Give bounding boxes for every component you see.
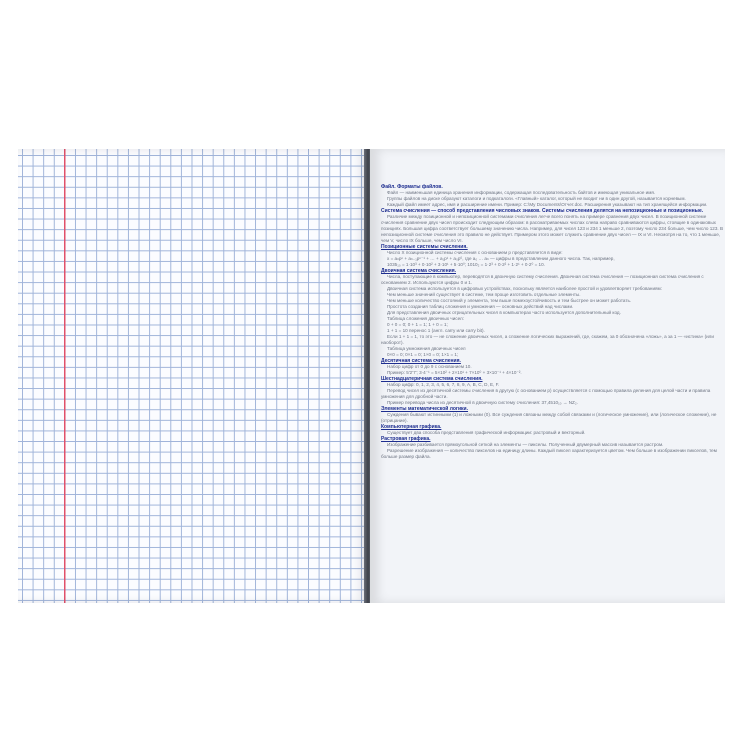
reference-heading: Шестнадцатеричная система счисления.: [381, 376, 483, 382]
reference-paragraph: Таблица сложения двоичных чисел:: [387, 316, 464, 321]
reference-paragraph: Файл — наименьшая единица хранения информации, содержащая последовательность байтов и имеющая уникальное имя.: [387, 190, 656, 195]
reference-paragraph: 1035₁₀ = 1·10³ + 0·10² + 3·10¹ + 5·10⁰; 1010₂ = 1·2³ + 0·2² + 1·2¹ + 0·2⁰ = 10.: [387, 262, 545, 267]
reference-paragraph: 1 + 1 = 10 перенос 1 (англ. carry или carry bit).: [387, 328, 485, 333]
reference-paragraph: Изображение разбивается прямоугольной сеткой на элементы — пикселы. Полученный двумерный массив называется растром.: [387, 442, 664, 447]
reference-paragraph: 0×0 = 0; 0×1 = 0; 1×0 = 0; 1×1 = 1;: [387, 352, 459, 357]
reference-heading: Десятичная система счисления.: [381, 358, 461, 364]
reference-heading: Растровая графика.: [381, 436, 431, 442]
reference-heading: Система счисления — способ представления числовых знаков. Системы счисления делятся на непозиционные и позиционные.: [381, 208, 704, 214]
reference-paragraph: Существует два способа представления графической информации: растровый и векторный.: [387, 430, 586, 435]
reference-paragraph: Каждый файл имеет адрес, имя и расширение имени. Пример: C:\My Documents\Отчет.doc. Расширения указывают на тип хранящейся информации.: [387, 202, 708, 207]
reference-paragraph: Различие между позиционной и непозиционной системами счисления легче всего понять на примере сравнения двух чисел. В позиционной системе счисления сравнение двух чисел происходит следующим образом: в рассматриваемых числах слева направо сравниваются цифры, стоящие в одинаковых позициях. Большая цифра соответствует большему значению числа. Например, для чисел 123 и 234 1 меньше 2, поэтому число 234 больше, чем число 123. В непозиционной системе счисления это правило не действует. Примером этого может служить сравнение двух чисел — IX и VI. Несмотря на то, что 1 меньше, чем V, число IX больше, чем число VI.: [381, 214, 724, 243]
reference-paragraph: Набор цифр от 0 до 9 с основанием 10.: [387, 364, 472, 369]
reference-paragraph: Число X позиционной системы счисления с основанием p представляется в виде:: [387, 250, 563, 255]
reference-paragraph: Набор цифр: 0, 1, 2, 3, 4, 5, 6, 7, 8, 9, A, B, C, D, E, F.: [387, 382, 500, 387]
reference-paragraph: Группы файлов на диске образуют каталоги и подкаталоги. «Главный» каталог, который не входит ни в один другой, называется корневым.: [387, 196, 686, 201]
open-notebook: [18, 149, 725, 603]
reference-text: [381, 184, 726, 589]
reference-paragraph: Перевод чисел из десятичной системы счисления в другую (с основанием p) осуществляется с помощью правила деления для целой части и правила умножения для дробной части.: [381, 388, 711, 399]
reference-paragraph: Разрешение изображения — количество пикселов на единицу длины. Каждый пиксел характеризуется цветом. Чем больше в изображении пикселов, тем больше размер файла.: [381, 448, 717, 459]
grid-paper-page: [18, 149, 366, 603]
reference-heading: Файл. Форматы файлов.: [381, 184, 443, 190]
reference-paragraph: Суждения бывают истинными (1) и ложными (0). Все суждения связаны между собой связками и (логическое умножение), или (логическое сложение), не (отрицание).: [381, 412, 717, 423]
reference-paragraph: 0 + 0 = 0; 0 + 1 = 1; 1 + 0 = 1;: [387, 322, 448, 327]
reference-heading: Элементы математической логики.: [381, 406, 469, 412]
reference-paragraph: Числа, поступающие в компьютер, переводятся в двоичную систему счисления. Двоичная система счисления — позиционная система счисления с основанием 2. Используются цифры 0 и 1.: [381, 274, 704, 285]
reference-paragraph: Простота создания таблиц сложения и умножения — основных действий над числами.: [387, 304, 574, 309]
reference-paragraph: Пример перевода числа из десятичной в двоичную систему счисления: 37,4510₁₀ → NZ₂.: [387, 400, 578, 405]
reference-paragraph: Двоичная система используется в цифровых устройствах, поскольку является наиболее простой и удовлетворяет требованиям:: [387, 286, 662, 291]
reference-paragraph: Чем меньше значений существует в системе, тем проще изготовить отдельные элементы.: [387, 292, 581, 297]
reference-paragraph: Для представления двоичных отрицательных чисел в компьютерах часто используется дополнительный код.: [387, 310, 621, 315]
reference-page: [370, 149, 725, 603]
reference-paragraph: Пример: 5'2'7'; 3·4⁻¹ = 5×10² + 2×10¹ + 7×10⁰ + 3×10⁻¹ + 4×10⁻².: [387, 370, 522, 375]
reference-heading: Двоичная система счисления.: [381, 268, 457, 274]
reference-paragraph: Чем меньше количество состояний у элемента, тем выше помехоустойчивость и тем быстрее он может работать.: [387, 298, 632, 303]
reference-paragraph: Если 1 + 1 = 1, то это — не сложение двоичных чисел, а сложение логических выражений, где, скажем, за 0 обозначена «ложь», а за 1 — «истина» (или наоборот).: [381, 334, 714, 345]
reference-heading: Компьютерная графика.: [381, 424, 442, 430]
reference-paragraph: x = aₙpⁿ + aₙ₋₁pⁿ⁻¹ + … + a₁p¹ + a₀p⁰, где a₀ … aₙ — цифры в представлении данного числа. Так, например,: [387, 256, 615, 261]
reference-paragraph: Таблица умножения двоичных чисел: [387, 346, 466, 351]
reference-heading: Позиционные системы счисления.: [381, 244, 468, 250]
